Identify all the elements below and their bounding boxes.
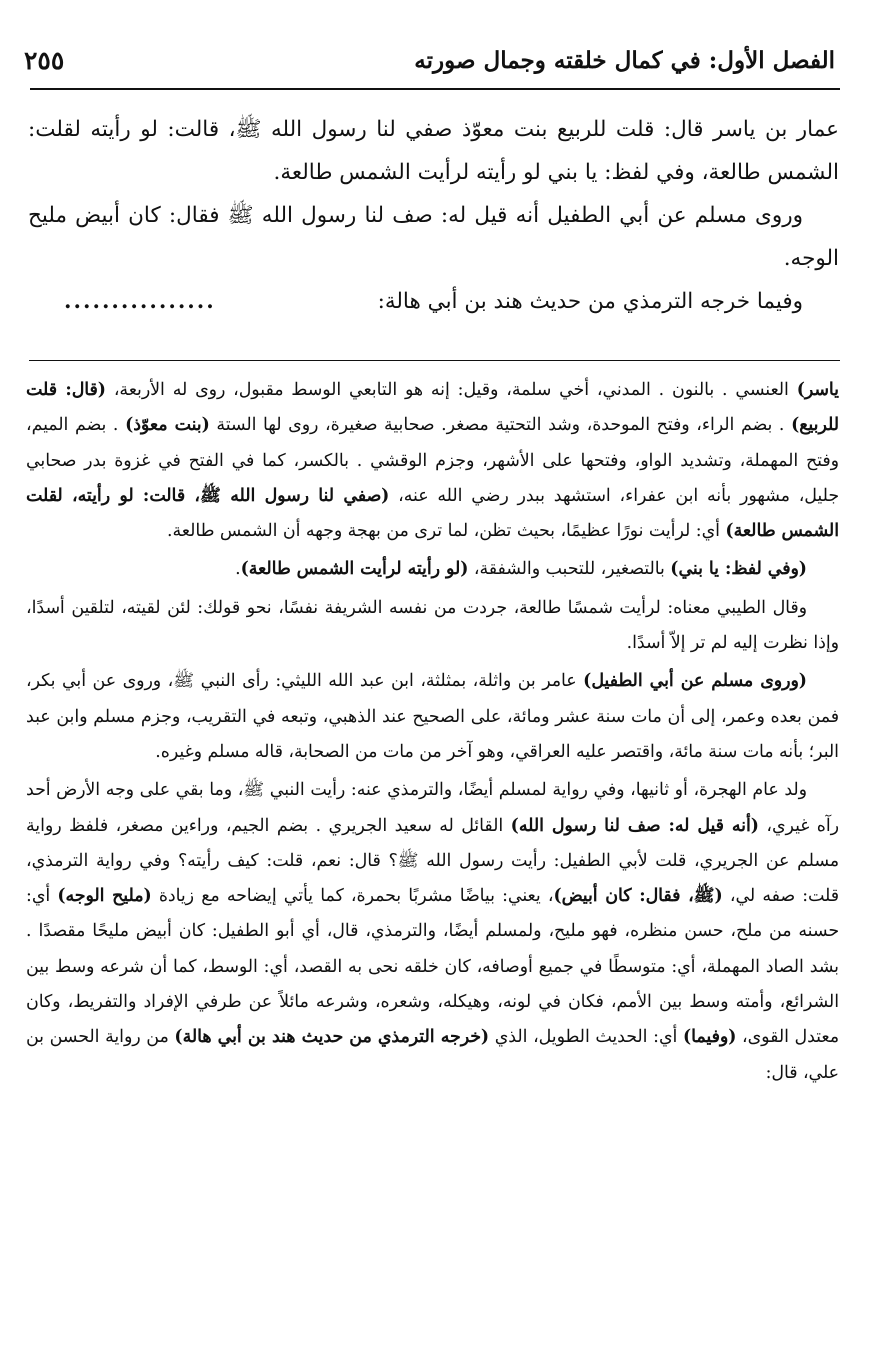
commentary-paragraph-2 (26, 552, 839, 587)
main-paragraph-1 (28, 108, 839, 194)
commentary-text: عامر بن واثلة، بمثلثة، ابن عبد الله الليثي: رأى النبي ﷺ، وروى عن أبي بكر، فمن بعده وعمر، إلى أن مات سنة عشر ومائة، على الصحيح عند الذهبي، وتبعه في التقريب، وجزم مسلم وابن عبد البر؛ بأنه مات سنة مائة، واقتصر عليه العراقي، وهو آخر من مات من الصحابة، قاله مسلم وغيره. (26, 671, 839, 762)
commentary-paragraph-1 (26, 373, 839, 549)
commentary-text: أي: الحديث الطويل، الذي (489, 1027, 683, 1048)
ellipsis-dots: ................ (64, 289, 216, 314)
commentary-term: (بنت معوّذ) (125, 415, 210, 436)
main-paragraph-3 (28, 280, 839, 323)
main-paragraph-1-line-2: لقلت: الشمس طالعة، وفي لفظ: يا بني لو رأيته لرأيت الشمس طالعة. (28, 117, 839, 185)
main-paragraph-2: وروى مسلم عن أبي الطفيل أنه قيل له: صف لنا رسول الله ﷺ فقال: كان أبيض مليح الوجه. (28, 203, 839, 271)
commentary-paragraph-3: وقال الطيبي معناه: لرأيت شمسًا طالعة، جردت من نفسه الشريفة نفسًا، نحو قولك: لئن لقيته، لتلقين أسدًا، وإذا نظرت إليه لم تر إلاّ أسدًا. (26, 597, 839, 654)
commentary-text: ، يعني: بياضًا مشربًا بحمرة، كما يأتي إيضاحه مع زيادة (151, 886, 554, 907)
commentary (26, 373, 839, 1094)
running-title: الفصل الأول: في كمال خلقته وجمال صورته (414, 46, 835, 74)
main-paragraph-3-text: وفيما خرجه الترمذي من حديث هند بن أبي هالة: (377, 289, 803, 314)
commentary-paragraph-5 (26, 773, 839, 1091)
commentary-divider (29, 360, 840, 361)
main-paragraph-1-line-1: عمار بن ياسر قال: قلت للربيع بنت معوّذ صفي لنا رسول الله ﷺ، قالت: لو رأيته (90, 117, 839, 142)
page-header (24, 40, 835, 80)
commentary-term: (وروى مسلم عن أبي الطفيل) (583, 671, 807, 692)
commentary-text: . بضم الميم، وفتح المهملة، وتشديد الواو، وفتحها على الأشهر، وجزم الوقشي . بالكسر، كما في الفتح في غزوة بدر صحابي جليل، مشهور بأنه ابن عفراء، استشهد ببدر رضي الله عنه، (26, 415, 840, 506)
commentary-term: (قال: قلت للربيع) (26, 380, 839, 436)
commentary-term: (أنه قيل له: صف لنا رسول الله) (510, 815, 759, 836)
page-number: ٢٥٥ (24, 45, 65, 75)
commentary-text: . (235, 559, 241, 580)
commentary-term: (صفي لنا رسول الله ﷺ، قالت: لو رأيته، لقلت الشمس طالعة) (26, 485, 839, 542)
commentary-term: (مليح الوجه) (57, 886, 152, 907)
commentary-term: (لو رأيته لرأيت الشمس طالعة) (240, 559, 469, 580)
commentary-term: (وفي لفظ: يا بني) (670, 559, 807, 580)
commentary-term: (خرجه الترمذي من حديث هند بن أبي هالة) (174, 1027, 490, 1048)
commentary-text: أي: حسنه من ملح، حسن منظره، فهو مليح، ولمسلم أيضًا، والترمذي، قال، أي أبو الطفيل: كان أبيض مليحًا مقصدًا . بشد الصاد المهملة، أي: متوسطًا في جميع أوصافه، كان خلقه نحى به القصد، أي: الوسط، كما أن شرعه وسط بين الشرائع، وأمته وسط بين الأمم، فكان في لونه، وهيكله، وشعره، وشرعه مائلاً عن طرفي الإفراد والتفريط، وكان معتدل القوى، (26, 886, 839, 1048)
commentary-text: القائل له سعيد الجريري . بضم الجيم، وراءين مصغر، فلفظ رواية مسلم عن الجريري، قلت لأبي الطفيل: رأيت رسول الله ﷺ؟ قال: نعم، قلت: كيف رأيته؟ وفي رواية الترمذي، قلت: صفه لي، (26, 815, 839, 907)
commentary-text: . بضم الراء، وفتح الموحدة، وشد التحتية مصغر. صحابية صغيرة، روى لها الستة (209, 415, 792, 436)
commentary-text: بالتصغير، للتحبب والشفقة، (468, 559, 671, 580)
commentary-text: العنسي . بالنون . المدني، أخي سلمة، وقيل: إنه هو التابعي الوسط مقبول، روى له الأربعة، (105, 380, 797, 400)
header-divider (30, 88, 840, 90)
commentary-text: أي: لرأيت نورًا عظيمًا، بحيث تظن، لما ترى من بهجة وجهه أن الشمس طالعة. (167, 521, 726, 542)
commentary-text: من رواية الحسن بن علي، قال: (26, 1027, 839, 1083)
commentary-term: ياسر) (796, 380, 839, 400)
commentary-text: ولد عام الهجرة، أو ثانيها، وفي رواية لمسلم أيضًا، والترمذي عنه: رأيت النبي ﷺ، وما بقي على وجه الأرض أحد رآه غيري، (26, 780, 839, 836)
commentary-term: (وفيما) (682, 1027, 737, 1048)
commentary-paragraph-4 (26, 664, 839, 770)
main-text (28, 108, 839, 323)
commentary-term: (ﷺ، فقال: كان أبيض) (553, 886, 723, 907)
